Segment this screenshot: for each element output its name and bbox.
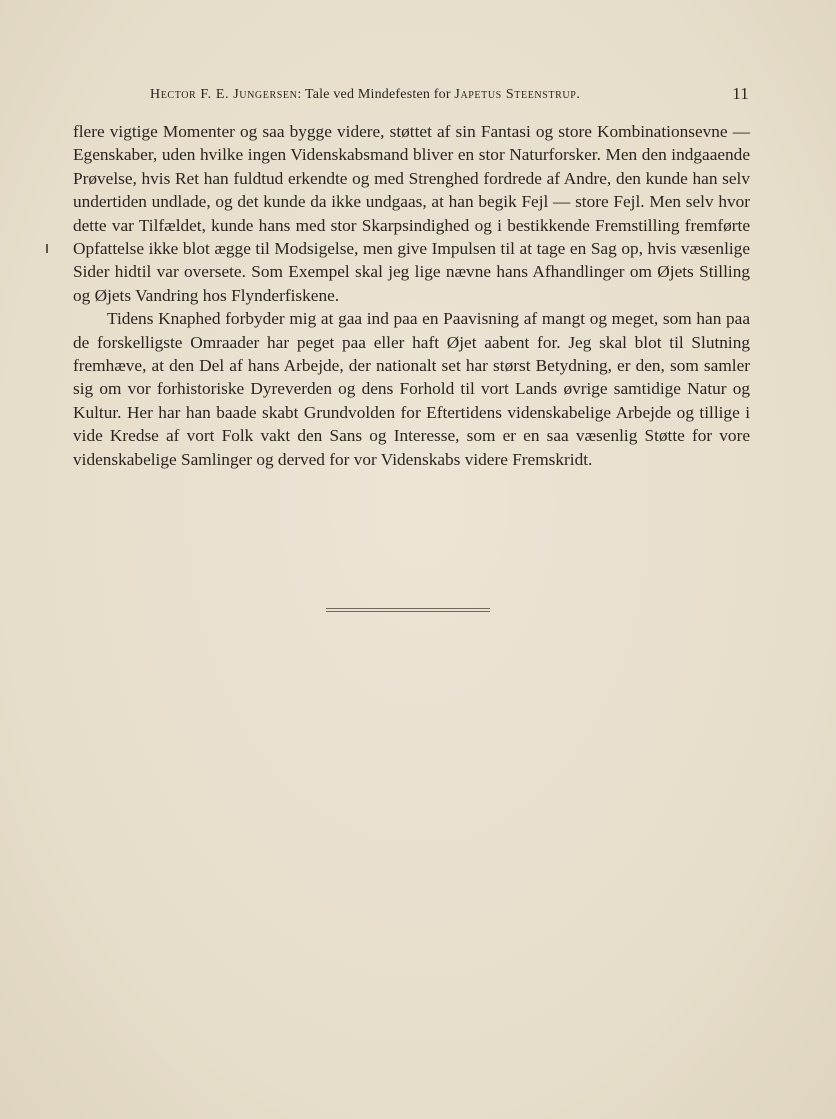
body-text bbox=[73, 120, 750, 471]
paragraph: Tidens Knaphed forbyder mig at gaa ind paa en Paavisning af mangt og meget, som han paa de forskelligste Omraader har peget paa eller haft Øjet aabent for. Jeg skal blot til Slutning fremhæve, at den Del af hans Arbejde, der nationalt set har størst Betydning, er den, som samler sig om vor forhistoriske Dyreverden og dens Forhold til vort Lands øvrige samtidige Natur og Kultur. Her har han baade skabt Grundvolden for Eftertidens videnskabelige Arbejde og tillige i vide Kredse af vort Folk vakt den Sans og Interesse, som er en saa væsenlig Støtte for vore videnskabelige Samlinger og derved for vor Videnskabs videre Fremskridt. bbox=[73, 309, 750, 469]
margin-mark bbox=[46, 244, 48, 253]
page-number: 11 bbox=[732, 84, 749, 103]
header-separator: : bbox=[297, 87, 302, 102]
header-title: Tale ved Mindefesten for bbox=[304, 87, 451, 102]
header-author: Hector F. E. Jungersen bbox=[150, 87, 298, 102]
end-rule bbox=[326, 608, 490, 612]
running-header bbox=[73, 84, 749, 106]
header-honoree: Japetus Steenstrup. bbox=[454, 87, 581, 102]
running-title bbox=[150, 87, 580, 103]
paragraph: flere vigtige Momenter og saa bygge videre, støttet af sin Fantasi og store Kombinationsevne — Egenskaber, uden hvilke ingen Videnskabsmand bliver en stor Naturforsker. Men den indgaaende Prøvelse, hvis Ret han fuldtud erkendte og med Strenghed fordrede af Andre, den kunde han selv undertiden undlade, og det kunde da ikke undgaas, at han begik Fejl — store Fejl. Men selv hvor dette var Tilfældet, kunde hans med stor Skarpsindighed og i bestikkende Fremstilling fremførte Opfattelse ikke blot ægge til Modsigelse, men give Impulsen til at tage en Sag op, hvis væsenlige Sider hidtil var oversete. Som Exempel skal jeg lige nævne hans Afhandlinger om Øjets Stilling og Øjets Vandring hos Flynderfiskene. bbox=[73, 122, 750, 305]
